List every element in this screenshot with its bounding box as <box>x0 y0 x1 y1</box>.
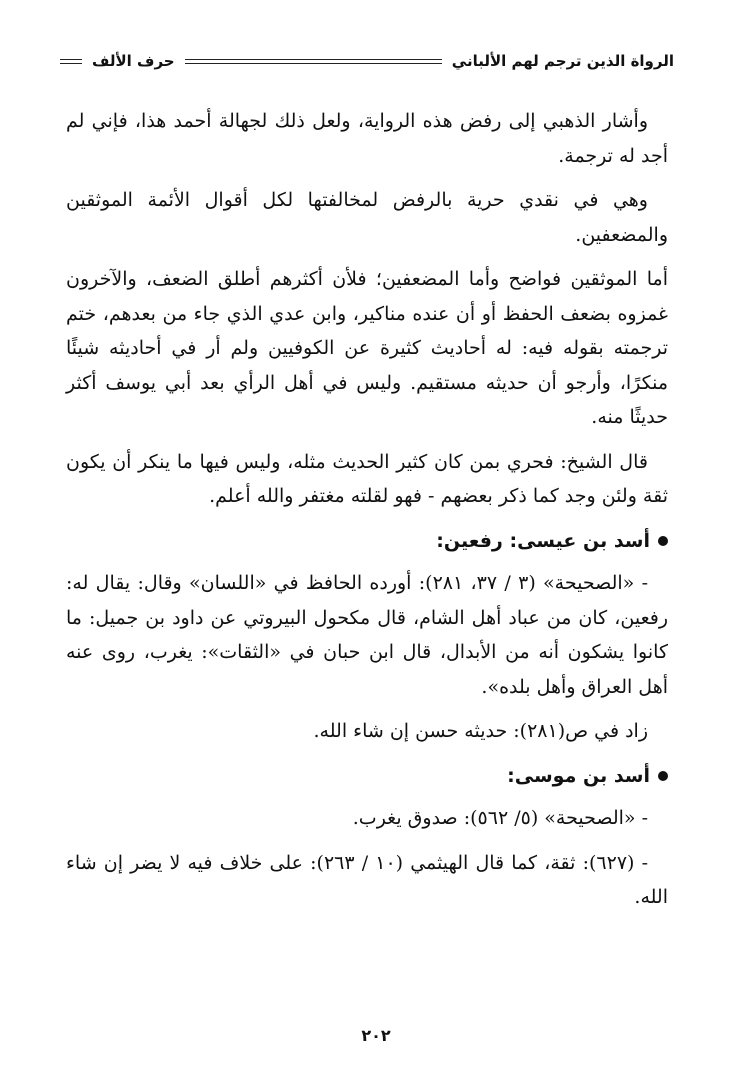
entry-line: - «الصحيحة» (٥/ ٥٦٢): صدوق يغرب. <box>352 807 648 829</box>
entry-line: - «الصحيحة» (٣ / ٣٧، ٢٨١): أورده الحافظ في «اللسان» وقال: يقال له: رفعين، كان من عباد أهل الشام، قال مكحول البيروتي عن داود بن جميل: ما كانوا يشكون أنه من الأبدال، قال ابن حبان في «الثقات»: يغرب، روى عنه أهل العراق وأهل بلده». <box>66 572 668 698</box>
entry-line: زاد في ص(٢٨١): حديثه حسن إن شاء الله. <box>313 720 648 742</box>
narrator-name: أسد بن عيسى: رفعين: <box>436 529 650 552</box>
page-body <box>66 104 668 925</box>
chapter-title: حرف الألف <box>92 52 175 70</box>
paragraph: وأشار الذهبي إلى رفض هذه الرواية، ولعل ذلك لجهالة أحمد هذا، فإني لم أجد له ترجمة. <box>66 110 668 167</box>
page-number: ٢٠٢ <box>361 1026 391 1045</box>
narrator-name: أسد بن موسى: <box>507 764 650 787</box>
entry-line: - (٦٢٧): ثقة، كما قال الهيثمي (١٠ / ٢٦٣): على خلاف فيه لا يضر إن شاء الله. <box>66 851 668 908</box>
book-title: الرواة الذين ترجم لهم الألباني <box>451 52 674 70</box>
paragraph: وهي في نقدي حرية بالرفض لمخالفتها لكل أقوال الأئمة الموثقين والمضعفين. <box>66 189 668 246</box>
paragraph: قال الشيخ: فحري بمن كان كثير الحديث مثله، وليس فيها ما ينكر أن يكون ثقة ولئن وجد كما ذكر بعضهم - فهو لقلته مغتفر والله أعلم. <box>66 450 668 507</box>
paragraph: أما الموثقين فواضح وأما المضعفين؛ فلأن أكثرهم أطلق الضعف، والآخرون غمزوه بضعف الحفظ أو أن عنده مناكير، وابن عدي الذي جاء من بعدهم، ختم ترجمته بقوله فيه: له أحاديث كثيرة عن الكوفيين ولم أر في أحاديثه شيئًا منكرًا، وأرجو أن حديثه مستقيم. وليس في أهل الرأي بعد أبي يوسف أكثر حديثًا منه. <box>66 268 668 428</box>
entry-heading <box>66 759 668 794</box>
bullet-icon <box>658 536 668 546</box>
entry-heading <box>66 524 668 559</box>
running-header <box>60 44 674 78</box>
header-rule-short <box>60 59 82 64</box>
header-rule <box>185 59 442 64</box>
bullet-icon <box>658 771 668 781</box>
